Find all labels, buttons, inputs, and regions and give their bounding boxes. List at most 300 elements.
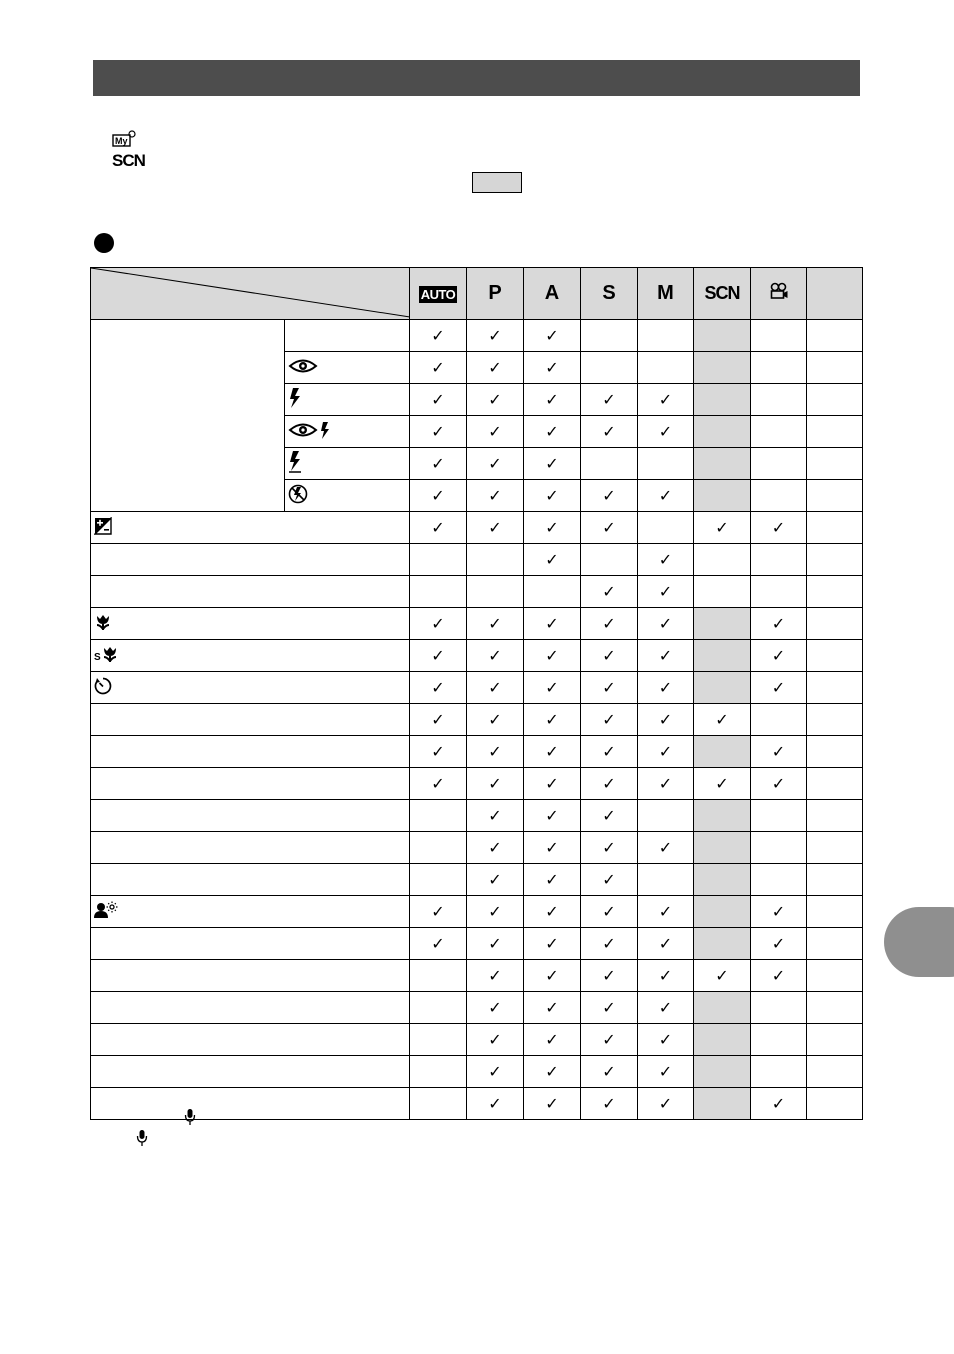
check-mark: ✓ — [658, 391, 673, 409]
row-13-cell-p — [467, 928, 524, 960]
row-4-cell-scn — [694, 640, 751, 672]
flash-row-1-cell-my — [807, 352, 863, 384]
flash-row-4-cell-m — [638, 448, 694, 480]
row-8-cell-my — [807, 768, 863, 800]
check-mark: ✓ — [658, 903, 673, 921]
check-mark: ✓ — [488, 391, 502, 409]
check-mark: ✓ — [545, 871, 559, 889]
row-4-cell-p — [467, 640, 524, 672]
row-18-cell-a — [524, 1088, 581, 1120]
face-detect-icon — [94, 901, 118, 923]
header-mode-scn: SCN — [694, 268, 751, 320]
row-15-cell-scn — [694, 992, 751, 1024]
row-3-cell-m — [638, 608, 694, 640]
check-mark: ✓ — [488, 615, 502, 633]
check-mark: ✓ — [431, 391, 445, 409]
flash-mode-cell — [285, 416, 410, 448]
row-6-cell-auto — [410, 704, 467, 736]
flash-off-icon — [288, 484, 308, 508]
row-14-cell-a — [524, 960, 581, 992]
check-mark: ✓ — [545, 903, 559, 921]
row-14-cell-s — [581, 960, 638, 992]
check-mark: ✓ — [602, 807, 616, 825]
table-header-row — [91, 268, 863, 320]
feature-cell — [91, 928, 410, 960]
check-mark: ✓ — [602, 967, 616, 985]
row-16-cell-auto — [410, 1024, 467, 1056]
feature-cell — [91, 896, 410, 928]
row-6-cell-s — [581, 704, 638, 736]
row-7-cell-movie — [751, 736, 807, 768]
function-availability-table — [90, 267, 863, 1120]
row-2-cell-my — [807, 576, 863, 608]
row-1-cell-p — [467, 544, 524, 576]
check-mark: ✓ — [602, 487, 616, 505]
row-17-cell-a — [524, 1056, 581, 1088]
check-mark: ✓ — [488, 1031, 502, 1049]
row-13-cell-auto — [410, 928, 467, 960]
check-mark: ✓ — [545, 423, 559, 441]
header-mode-m: M — [638, 268, 694, 320]
check-mark: ✓ — [488, 487, 502, 505]
flash-row-0-cell-auto — [410, 320, 467, 352]
row-17-cell-movie — [751, 1056, 807, 1088]
flash-row-4-cell-s — [581, 448, 638, 480]
row-18-cell-scn — [694, 1088, 751, 1120]
flash-mode-cell — [285, 384, 410, 416]
row-6-cell-movie — [751, 704, 807, 736]
row-13-cell-movie — [751, 928, 807, 960]
row-3-cell-auto — [410, 608, 467, 640]
diagonal-line — [91, 268, 410, 319]
row-12-cell-p — [467, 896, 524, 928]
check-mark: ✓ — [431, 455, 445, 473]
flash-row-5-cell-a — [524, 480, 581, 512]
check-mark: ✓ — [602, 647, 616, 665]
svg-text:S: S — [94, 651, 101, 663]
check-mark: ✓ — [488, 999, 502, 1017]
row-1-cell-movie — [751, 544, 807, 576]
flash-row-2-cell-m — [638, 384, 694, 416]
row-15-cell-my — [807, 992, 863, 1024]
feature-cell — [91, 544, 410, 576]
row-4-cell-m — [638, 640, 694, 672]
check-mark: ✓ — [658, 583, 673, 601]
row-11-cell-movie — [751, 864, 807, 896]
row-15-cell-m — [638, 992, 694, 1024]
row-1-cell-auto — [410, 544, 467, 576]
row-7-cell-m — [638, 736, 694, 768]
row-15-cell-auto — [410, 992, 467, 1024]
row-1-cell-my — [807, 544, 863, 576]
check-mark: ✓ — [602, 1031, 616, 1049]
check-mark: ✓ — [771, 903, 786, 921]
row-8-cell-p — [467, 768, 524, 800]
svg-text:SCN: SCN — [112, 151, 145, 170]
flash-row-4-cell-scn — [694, 448, 751, 480]
row-3-cell-my — [807, 608, 863, 640]
row-6-cell-scn — [694, 704, 751, 736]
feature-cell — [91, 512, 410, 544]
row-5-cell-p — [467, 672, 524, 704]
table-row — [91, 768, 863, 800]
header-mode-s: S — [581, 268, 638, 320]
table-row — [91, 960, 863, 992]
check-mark: ✓ — [602, 935, 616, 953]
check-mark: ✓ — [488, 807, 502, 825]
row-10-cell-p — [467, 832, 524, 864]
check-mark: ✓ — [545, 327, 559, 345]
feature-cell — [91, 1088, 410, 1120]
fill-flash-icon — [288, 388, 302, 412]
table-row — [91, 1056, 863, 1088]
row-4-cell-s — [581, 640, 638, 672]
red-eye-icon — [288, 357, 318, 379]
table-row — [91, 928, 863, 960]
row-8-cell-movie — [751, 768, 807, 800]
row-0-cell-a — [524, 512, 581, 544]
row-14-cell-p — [467, 960, 524, 992]
flash-row-5-cell-m — [638, 480, 694, 512]
check-mark: ✓ — [545, 551, 559, 569]
table-row — [91, 864, 863, 896]
check-mark: ✓ — [488, 1063, 502, 1081]
flash-row-1-cell-a — [524, 352, 581, 384]
feature-cell — [91, 672, 410, 704]
row-0-cell-m — [638, 512, 694, 544]
row-10-cell-movie — [751, 832, 807, 864]
feature-cell — [91, 832, 410, 864]
row-4-cell-auto — [410, 640, 467, 672]
scn-mode-icon — [112, 150, 158, 170]
row-0-cell-scn — [694, 512, 751, 544]
header-mode-movie — [751, 268, 807, 320]
row-18-cell-s — [581, 1088, 638, 1120]
check-mark: ✓ — [488, 839, 502, 857]
check-mark: ✓ — [658, 1031, 673, 1049]
row-14-cell-my — [807, 960, 863, 992]
row-2-cell-a — [524, 576, 581, 608]
row-8-cell-m — [638, 768, 694, 800]
check-mark: ✓ — [545, 519, 559, 537]
row-12-cell-auto — [410, 896, 467, 928]
check-mark: ✓ — [602, 391, 616, 409]
row-5-cell-scn — [694, 672, 751, 704]
row-14-cell-scn — [694, 960, 751, 992]
check-mark: ✓ — [658, 935, 673, 953]
table-row — [91, 640, 863, 672]
check-mark: ✓ — [771, 647, 786, 665]
row-1-cell-s — [581, 544, 638, 576]
check-mark: ✓ — [658, 839, 673, 857]
row-9-cell-auto — [410, 800, 467, 832]
row-17-cell-my — [807, 1056, 863, 1088]
feature-cell — [91, 1024, 410, 1056]
row-10-cell-s — [581, 832, 638, 864]
table-row — [91, 704, 863, 736]
table-row — [91, 544, 863, 576]
flash-row-2-cell-a — [524, 384, 581, 416]
table-row — [91, 1024, 863, 1056]
check-mark: ✓ — [602, 615, 616, 633]
check-mark: ✓ — [431, 903, 445, 921]
flash-row-5-cell-auto — [410, 480, 467, 512]
row-11-cell-m — [638, 864, 694, 896]
flash-group-label-cell — [91, 320, 285, 512]
slow-sync-icon — [288, 451, 302, 477]
row-10-cell-my — [807, 832, 863, 864]
check-mark: ✓ — [545, 775, 559, 793]
row-13-cell-scn — [694, 928, 751, 960]
row-16-cell-my — [807, 1024, 863, 1056]
row-12-cell-my — [807, 896, 863, 928]
check-mark: ✓ — [431, 487, 445, 505]
row-11-cell-s — [581, 864, 638, 896]
check-mark: ✓ — [545, 743, 559, 761]
feature-cell — [91, 800, 410, 832]
row-17-cell-scn — [694, 1056, 751, 1088]
feature-cell — [91, 704, 410, 736]
row-9-cell-movie — [751, 800, 807, 832]
flash-row-4-cell-movie — [751, 448, 807, 480]
section-banner — [93, 60, 860, 96]
row-5-cell-my — [807, 672, 863, 704]
check-mark: ✓ — [602, 1063, 616, 1081]
check-mark: ✓ — [602, 583, 616, 601]
row-13-cell-m — [638, 928, 694, 960]
check-mark: ✓ — [658, 1095, 673, 1113]
flash-row-5-cell-movie — [751, 480, 807, 512]
check-mark: ✓ — [602, 775, 616, 793]
row-0-cell-movie — [751, 512, 807, 544]
flash-row-3-cell-p — [467, 416, 524, 448]
row-5-cell-auto — [410, 672, 467, 704]
flash-mode-cell — [285, 352, 410, 384]
row-9-cell-m — [638, 800, 694, 832]
row-2-cell-s — [581, 576, 638, 608]
table-row — [91, 320, 863, 352]
row-18-cell-p — [467, 1088, 524, 1120]
feature-cell — [91, 736, 410, 768]
check-mark: ✓ — [431, 679, 445, 697]
header-mode-p: P — [467, 268, 524, 320]
row-4-cell-a — [524, 640, 581, 672]
flash-row-0-cell-a — [524, 320, 581, 352]
flash-row-3-cell-s — [581, 416, 638, 448]
flash-row-3-cell-scn — [694, 416, 751, 448]
check-mark: ✓ — [658, 423, 673, 441]
row-16-cell-a — [524, 1024, 581, 1056]
row-8-cell-scn — [694, 768, 751, 800]
check-mark: ✓ — [488, 423, 502, 441]
table-row — [91, 832, 863, 864]
exposure-compensation-icon — [94, 517, 112, 539]
row-3-cell-movie — [751, 608, 807, 640]
row-8-cell-s — [581, 768, 638, 800]
macro-icon — [94, 613, 112, 635]
self-timer-icon — [94, 677, 112, 699]
row-18-cell-m — [638, 1088, 694, 1120]
flash-row-2-cell-s — [581, 384, 638, 416]
row-16-cell-movie — [751, 1024, 807, 1056]
check-mark: ✓ — [715, 711, 729, 729]
row-14-cell-auto — [410, 960, 467, 992]
check-mark: ✓ — [658, 967, 673, 985]
header-mode-my — [807, 268, 863, 320]
check-mark: ✓ — [602, 679, 616, 697]
check-mark: ✓ — [771, 743, 786, 761]
flash-row-0-cell-s — [581, 320, 638, 352]
row-7-cell-s — [581, 736, 638, 768]
check-mark: ✓ — [715, 775, 729, 793]
row-13-cell-s — [581, 928, 638, 960]
feature-cell — [91, 608, 410, 640]
flash-row-3-cell-m — [638, 416, 694, 448]
row-9-cell-my — [807, 800, 863, 832]
check-mark: ✓ — [431, 711, 445, 729]
check-mark: ✓ — [431, 359, 445, 377]
feature-cell — [91, 1056, 410, 1088]
flash-mode-cell — [285, 448, 410, 480]
microphone-icon — [136, 1129, 148, 1147]
check-mark: ✓ — [602, 871, 616, 889]
row-18-cell-my — [807, 1088, 863, 1120]
row-11-cell-p — [467, 864, 524, 896]
flash-row-2-cell-p — [467, 384, 524, 416]
row-15-cell-s — [581, 992, 638, 1024]
check-mark: ✓ — [545, 1063, 559, 1081]
check-mark: ✓ — [771, 679, 786, 697]
check-mark: ✓ — [771, 775, 786, 793]
row-12-cell-movie — [751, 896, 807, 928]
check-mark: ✓ — [431, 423, 445, 441]
check-mark: ✓ — [431, 615, 445, 633]
row-17-cell-auto — [410, 1056, 467, 1088]
row-1-cell-m — [638, 544, 694, 576]
check-mark: ✓ — [431, 935, 445, 953]
row-17-cell-m — [638, 1056, 694, 1088]
row-13-cell-my — [807, 928, 863, 960]
check-mark: ✓ — [602, 743, 616, 761]
row-16-cell-s — [581, 1024, 638, 1056]
flash-row-3-cell-my — [807, 416, 863, 448]
row-11-cell-my — [807, 864, 863, 896]
check-mark: ✓ — [602, 839, 616, 857]
check-mark: ✓ — [488, 679, 502, 697]
my-mode-icon — [112, 130, 136, 148]
row-9-cell-p — [467, 800, 524, 832]
row-2-cell-auto — [410, 576, 467, 608]
flash-row-3-cell-auto — [410, 416, 467, 448]
row-16-cell-scn — [694, 1024, 751, 1056]
row-10-cell-scn — [694, 832, 751, 864]
row-4-cell-movie — [751, 640, 807, 672]
row-1-cell-a — [524, 544, 581, 576]
flash-row-1-cell-s — [581, 352, 638, 384]
check-mark: ✓ — [771, 1095, 786, 1113]
row-12-cell-m — [638, 896, 694, 928]
row-10-cell-m — [638, 832, 694, 864]
row-0-cell-p — [467, 512, 524, 544]
row-12-cell-scn — [694, 896, 751, 928]
check-mark: ✓ — [545, 647, 559, 665]
flash-row-4-cell-p — [467, 448, 524, 480]
check-mark: ✓ — [545, 679, 559, 697]
row-7-cell-scn — [694, 736, 751, 768]
flash-row-0-cell-scn — [694, 320, 751, 352]
flash-row-3-cell-a — [524, 416, 581, 448]
row-0-cell-s — [581, 512, 638, 544]
check-mark: ✓ — [488, 711, 502, 729]
check-mark: ✓ — [658, 647, 673, 665]
row-12-cell-a — [524, 896, 581, 928]
table-row — [91, 608, 863, 640]
row-11-cell-scn — [694, 864, 751, 896]
check-mark: ✓ — [602, 903, 616, 921]
check-mark: ✓ — [431, 519, 445, 537]
check-mark: ✓ — [488, 359, 502, 377]
flash-row-4-cell-auto — [410, 448, 467, 480]
check-mark: ✓ — [488, 519, 502, 537]
check-mark: ✓ — [658, 679, 673, 697]
feature-cell — [91, 576, 410, 608]
check-mark: ✓ — [545, 487, 559, 505]
check-mark: ✓ — [488, 743, 502, 761]
check-mark: ✓ — [658, 711, 673, 729]
row-18-cell-movie — [751, 1088, 807, 1120]
row-5-cell-s — [581, 672, 638, 704]
check-mark: ✓ — [545, 711, 559, 729]
check-mark: ✓ — [602, 1095, 616, 1113]
flash-row-1-cell-m — [638, 352, 694, 384]
check-mark: ✓ — [602, 999, 616, 1017]
row-5-cell-movie — [751, 672, 807, 704]
row-15-cell-p — [467, 992, 524, 1024]
feature-cell — [91, 640, 410, 672]
flash-row-4-cell-a — [524, 448, 581, 480]
row-16-cell-m — [638, 1024, 694, 1056]
row-16-cell-p — [467, 1024, 524, 1056]
flash-row-2-cell-movie — [751, 384, 807, 416]
check-mark: ✓ — [545, 967, 559, 985]
row-5-cell-a — [524, 672, 581, 704]
row-8-cell-a — [524, 768, 581, 800]
row-10-cell-auto — [410, 832, 467, 864]
check-mark: ✓ — [545, 391, 559, 409]
row-1-cell-scn — [694, 544, 751, 576]
row-11-cell-auto — [410, 864, 467, 896]
flash-row-5-cell-my — [807, 480, 863, 512]
flash-row-2-cell-scn — [694, 384, 751, 416]
check-mark: ✓ — [488, 871, 502, 889]
check-mark: ✓ — [431, 775, 445, 793]
check-mark: ✓ — [771, 519, 786, 537]
flash-row-0-cell-p — [467, 320, 524, 352]
super-macro-icon — [94, 645, 118, 667]
row-14-cell-movie — [751, 960, 807, 992]
check-mark: ✓ — [715, 519, 729, 537]
check-mark: ✓ — [545, 615, 559, 633]
check-mark: ✓ — [488, 935, 502, 953]
row-2-cell-scn — [694, 576, 751, 608]
section-bullet — [94, 233, 114, 253]
check-mark: ✓ — [545, 1095, 559, 1113]
header-diagonal-cell — [91, 268, 410, 320]
flash-row-0-cell-movie — [751, 320, 807, 352]
check-mark: ✓ — [658, 615, 673, 633]
row-6-cell-a — [524, 704, 581, 736]
row-13-cell-a — [524, 928, 581, 960]
